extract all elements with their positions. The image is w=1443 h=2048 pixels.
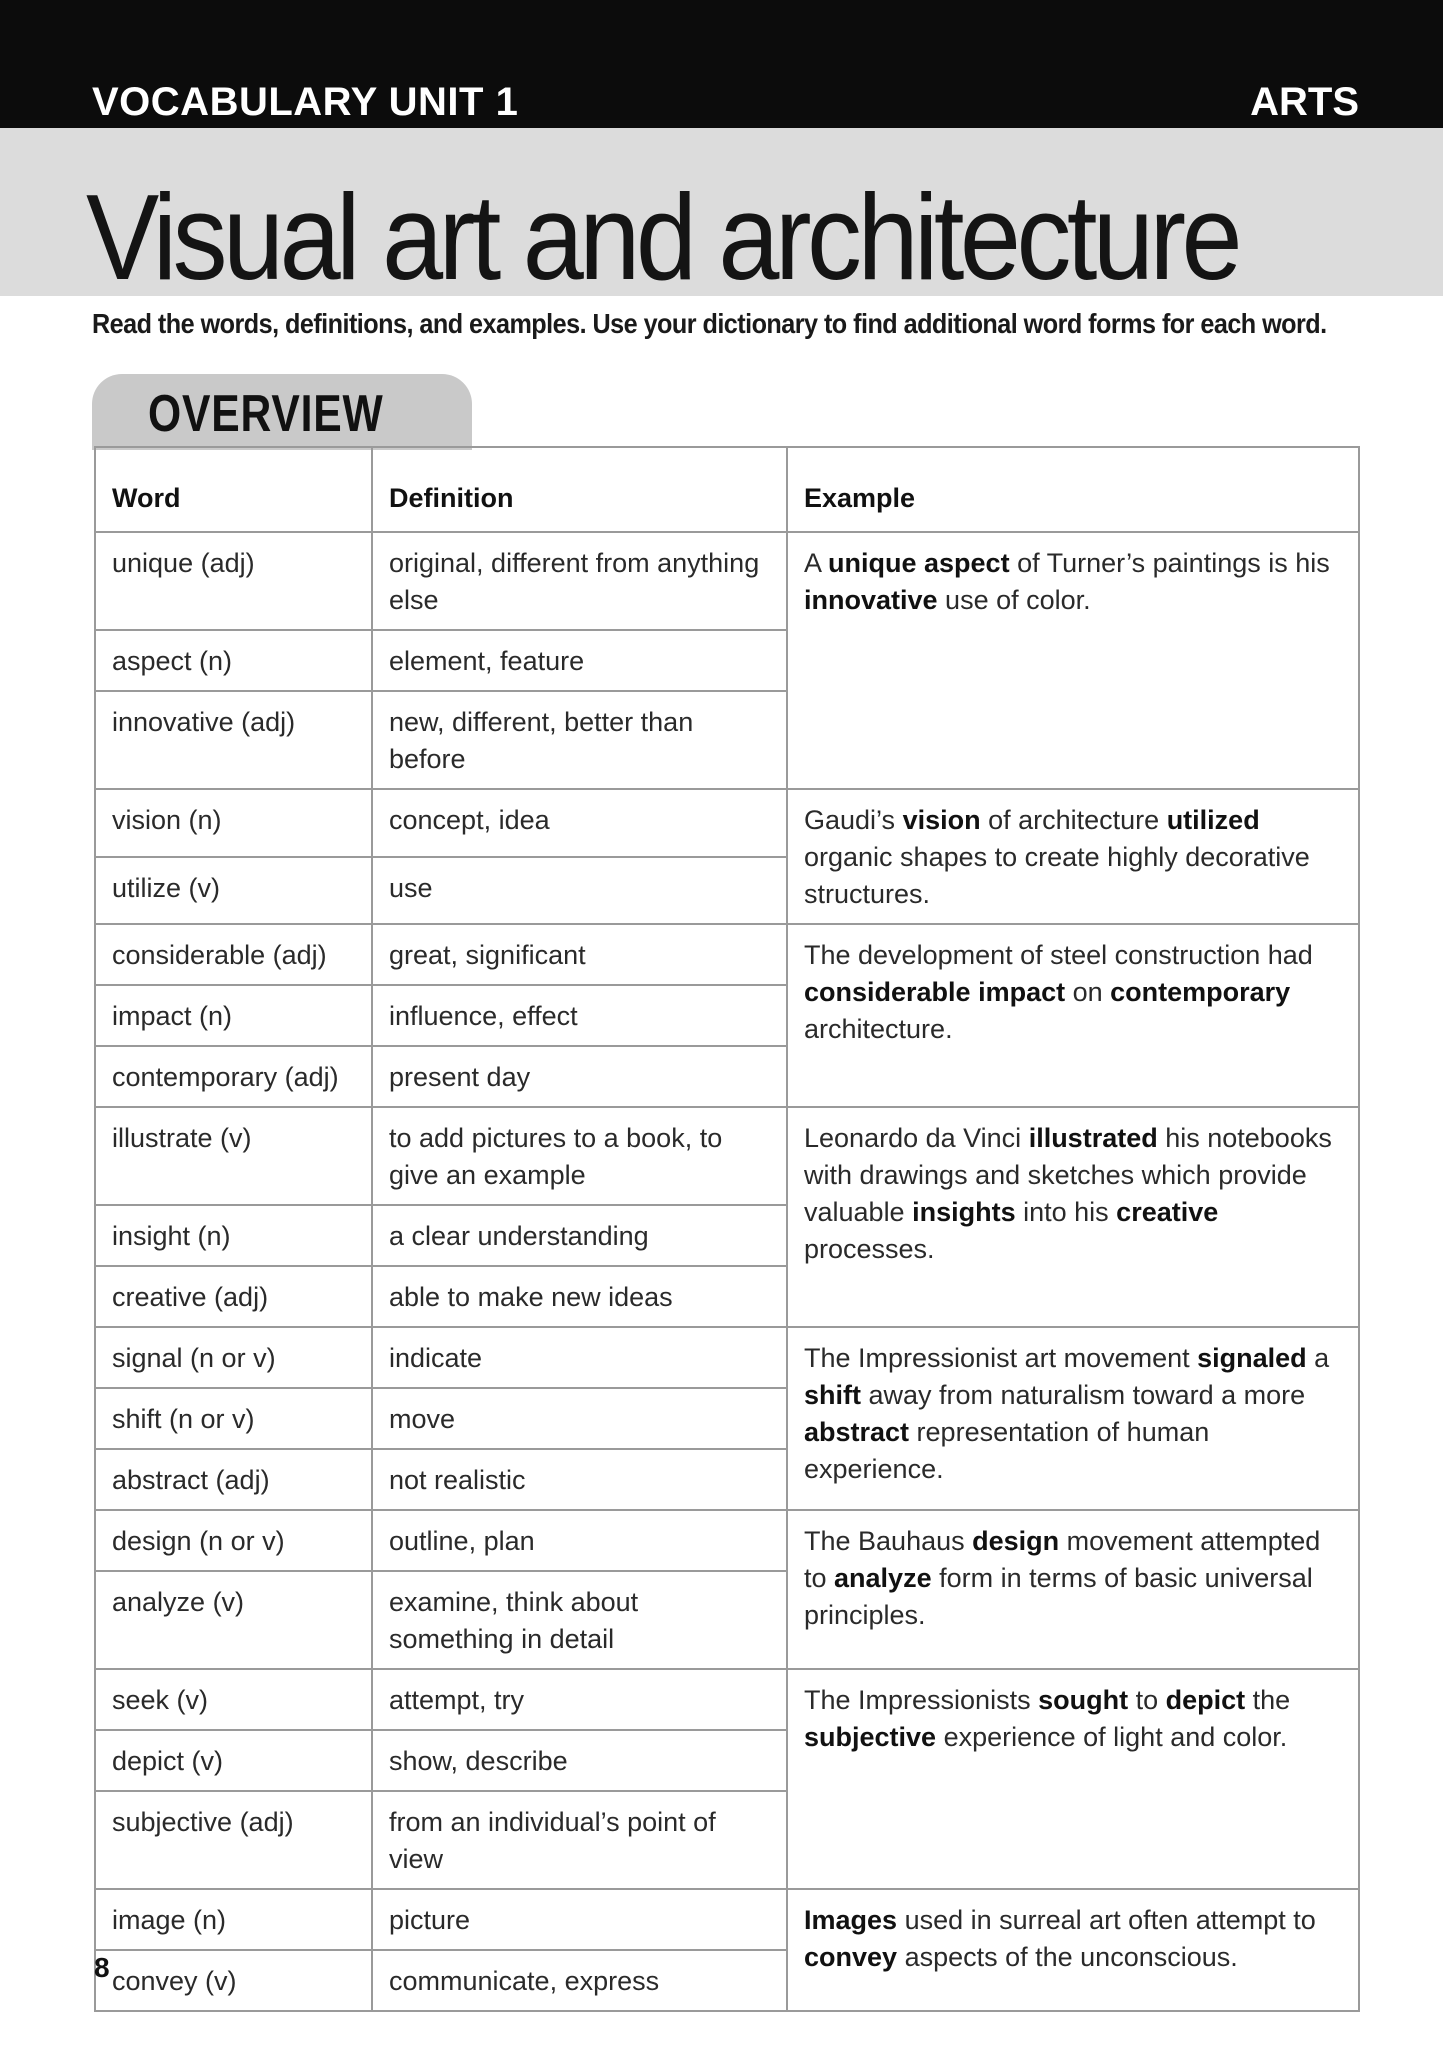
- example-keyword: signaled: [1197, 1343, 1307, 1373]
- example-text: aspects of the unconscious.: [897, 1942, 1238, 1972]
- definition-cell: influence, effect: [372, 985, 787, 1046]
- example-keyword: shift: [804, 1380, 861, 1410]
- example-keyword: vision: [902, 805, 981, 835]
- definition-cell: original, different from anything else: [372, 532, 787, 630]
- unit-label: VOCABULARY UNIT 1: [92, 80, 519, 124]
- word-cell: unique (adj): [95, 532, 372, 630]
- example-text: experience of light and color.: [936, 1722, 1288, 1752]
- example-text: away from naturalism toward a more: [861, 1380, 1306, 1410]
- example-keyword: considerable impact: [804, 977, 1066, 1007]
- example-text: the: [1245, 1685, 1291, 1715]
- example-text: to: [1128, 1685, 1166, 1715]
- example-keyword: sought: [1038, 1685, 1129, 1715]
- section-label: ARTS: [1250, 80, 1359, 124]
- word-cell: image (n): [95, 1889, 372, 1950]
- definition-cell: able to make new ideas: [372, 1266, 787, 1327]
- example-text: on: [1065, 977, 1111, 1007]
- definition-cell: great, significant: [372, 924, 787, 985]
- word-cell: vision (n): [95, 789, 372, 857]
- example-text: form in terms of basic universal principles.: [804, 1563, 1313, 1630]
- definition-cell: present day: [372, 1046, 787, 1107]
- example-text: movement attempted to: [804, 1526, 1321, 1593]
- example-text: processes.: [804, 1234, 935, 1264]
- word-cell: considerable (adj): [95, 924, 372, 985]
- example-keyword: convey: [804, 1942, 898, 1972]
- example-text: representation of human experience.: [804, 1417, 1210, 1484]
- example-column-header: Example: [787, 447, 1359, 532]
- example-cell: [787, 1669, 1359, 1889]
- example-cell: [787, 1510, 1359, 1669]
- example-keyword: innovative: [804, 585, 938, 615]
- example-text: The Impressionists: [804, 1685, 1039, 1715]
- word-cell: creative (adj): [95, 1266, 372, 1327]
- example-keyword: Images: [804, 1905, 898, 1935]
- word-cell: impact (n): [95, 985, 372, 1046]
- example-text: used in surreal art often attempt to: [897, 1905, 1316, 1935]
- table-row: [95, 1107, 1359, 1205]
- page-number: 8: [94, 1952, 110, 1983]
- definition-cell: concept, idea: [372, 789, 787, 857]
- word-cell: convey (v): [95, 1950, 372, 2011]
- word-cell: illustrate (v): [95, 1107, 372, 1205]
- example-keyword: unique aspect: [828, 548, 1010, 578]
- example-text: his notebooks with drawings and sketches which provide valuable: [804, 1123, 1332, 1227]
- word-cell: innovative (adj): [95, 691, 372, 789]
- definition-cell: show, describe: [372, 1730, 787, 1791]
- table-row: [95, 1327, 1359, 1388]
- table-row: [95, 1669, 1359, 1730]
- definition-cell: move: [372, 1388, 787, 1449]
- table-header-row: [95, 447, 1359, 532]
- definition-cell: not realistic: [372, 1449, 787, 1510]
- example-cell: [787, 1107, 1359, 1327]
- example-cell: [787, 1889, 1359, 2011]
- example-cell: [787, 789, 1359, 924]
- example-keyword: abstract: [804, 1417, 910, 1447]
- example-keyword: utilized: [1166, 805, 1260, 835]
- example-text: The development of steel construction had: [804, 940, 1313, 970]
- example-text: Gaudi’s: [804, 805, 903, 835]
- overview-label: OVERVIEW: [148, 385, 384, 443]
- definition-cell: use: [372, 857, 787, 925]
- example-keyword: depict: [1165, 1685, 1246, 1715]
- word-cell: analyze (v): [95, 1571, 372, 1669]
- example-text: architecture.: [804, 1014, 953, 1044]
- example-keyword: analyze: [834, 1563, 932, 1593]
- word-cell: abstract (adj): [95, 1449, 372, 1510]
- instructions: Read the words, definitions, and examples. Use your dictionary to find additional word forms for each word.: [92, 308, 1327, 339]
- example-keyword: illustrated: [1028, 1123, 1158, 1153]
- example-keyword: creative: [1116, 1197, 1219, 1227]
- example-text: A: [804, 548, 829, 578]
- table-row: [95, 1510, 1359, 1571]
- definition-cell: to add pictures to a book, to give an example: [372, 1107, 787, 1205]
- example-text: organic shapes to create highly decorative structures.: [804, 842, 1310, 909]
- word-cell: contemporary (adj): [95, 1046, 372, 1107]
- word-column-header: Word: [95, 447, 372, 532]
- example-cell: [787, 532, 1359, 789]
- definition-cell: communicate, express: [372, 1950, 787, 2011]
- vocabulary-table: [94, 446, 1360, 2012]
- definition-cell: a clear understanding: [372, 1205, 787, 1266]
- example-keyword: insights: [912, 1197, 1016, 1227]
- overview-tab: [92, 374, 472, 450]
- definition-column-header: Definition: [372, 447, 787, 532]
- table-row: [95, 532, 1359, 630]
- definition-cell: element, feature: [372, 630, 787, 691]
- word-cell: design (n or v): [95, 1510, 372, 1571]
- example-text: use of color.: [937, 585, 1091, 615]
- word-cell: signal (n or v): [95, 1327, 372, 1388]
- example-text: into his: [1015, 1197, 1117, 1227]
- word-cell: subjective (adj): [95, 1791, 372, 1889]
- page-title: Visual art and architecture: [86, 169, 1239, 305]
- example-keyword: subjective: [804, 1722, 937, 1752]
- word-cell: seek (v): [95, 1669, 372, 1730]
- example-text: The Impressionist art movement: [804, 1343, 1198, 1373]
- example-text: of Turner’s paintings is his: [1009, 548, 1330, 578]
- word-cell: insight (n): [95, 1205, 372, 1266]
- definition-cell: picture: [372, 1889, 787, 1950]
- word-cell: utilize (v): [95, 857, 372, 925]
- example-text: The Bauhaus: [804, 1526, 973, 1556]
- table-row: [95, 924, 1359, 985]
- example-cell: [787, 924, 1359, 1107]
- table-row: [95, 1889, 1359, 1950]
- table-row: [95, 789, 1359, 857]
- example-text: a: [1306, 1343, 1330, 1373]
- definition-cell: from an individual’s point of view: [372, 1791, 787, 1889]
- example-keyword: contemporary: [1110, 977, 1291, 1007]
- definition-cell: attempt, try: [372, 1669, 787, 1730]
- word-cell: depict (v): [95, 1730, 372, 1791]
- definition-cell: indicate: [372, 1327, 787, 1388]
- vocabulary-table-body: [95, 447, 1359, 2011]
- example-text: of architecture: [980, 805, 1167, 835]
- definition-cell: outline, plan: [372, 1510, 787, 1571]
- definition-cell: examine, think about something in detail: [372, 1571, 787, 1669]
- word-cell: shift (n or v): [95, 1388, 372, 1449]
- example-text: Leonardo da Vinci: [804, 1123, 1029, 1153]
- example-cell: [787, 1327, 1359, 1510]
- definition-cell: new, different, better than before: [372, 691, 787, 789]
- example-keyword: design: [972, 1526, 1060, 1556]
- word-cell: aspect (n): [95, 630, 372, 691]
